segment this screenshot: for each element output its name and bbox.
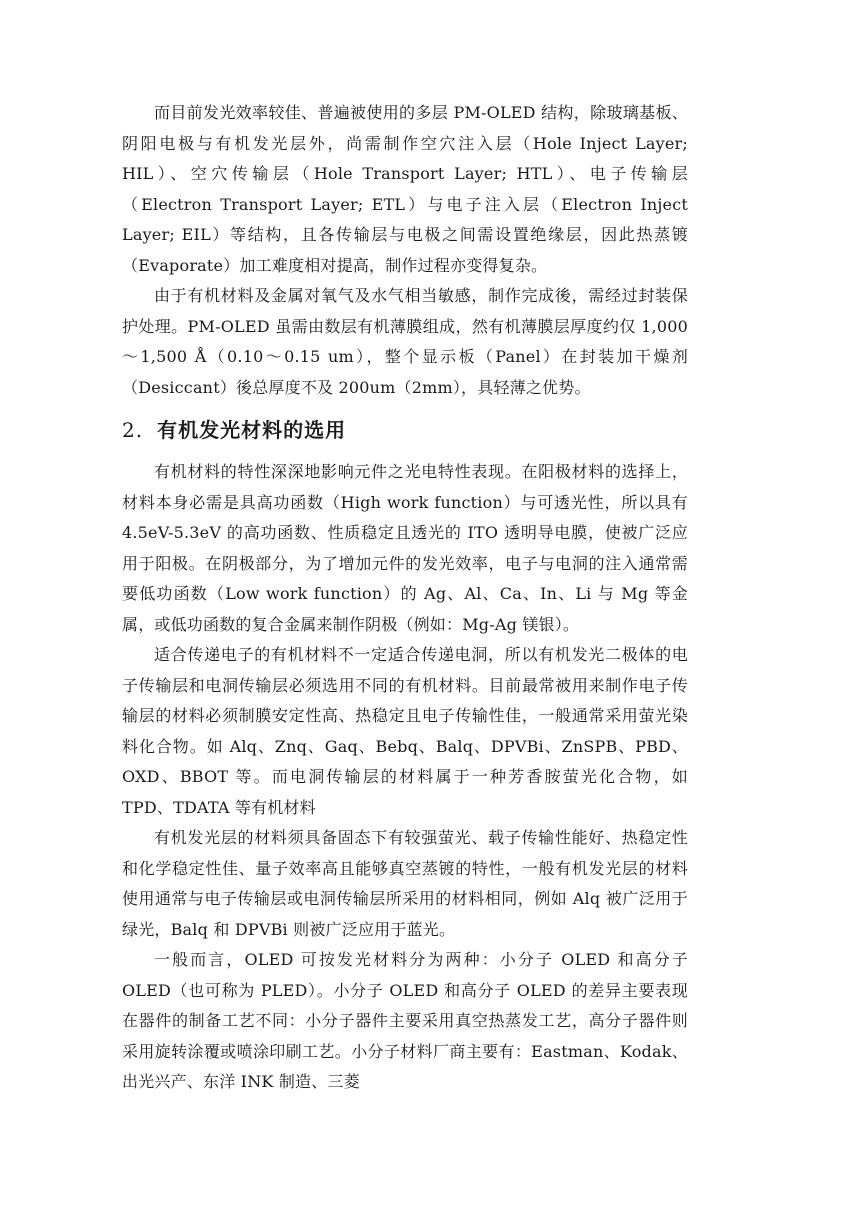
section-title: 有机发光材料的选用 — [157, 418, 347, 442]
paragraph-multilayer-structure: 而目前发光效率较佳、普遍被使用的多层 PM-OLED 结构，除玻璃基板、阴阳电极与有机发光层外，尚需制作空穴注入层（Hole Inject Layer; HIL）、空穴传输层（Hole Transport Layer; HTL）、电子传输层（Electron Transport Layer; ETL）与电子注入层（Electron Inject Layer; EIL）等结构，且各传输层与电极之间需设置绝缘层，因此热蒸镀（Evaporate）加工难度相对提高，制作过程亦变得复杂。 — [122, 103, 688, 275]
section-number: 2. — [122, 418, 144, 442]
document-page — [122, 98, 688, 1098]
section-heading — [122, 413, 688, 447]
paragraph-transport-layers: 适合传递电子的有机材料不一定适合传递电洞，所以有机发光二极体的电子传输层和电洞传输层必须选用不同的有机材料。目前最常被用来制作电子传输层的材料必须制膜安定性高、热稳定且电子传输性佳，一般通常采用萤光染料化合物。如 Alq、Znq、Gaq、Bebq、Balq、DPVBi、ZnSPB、PBD、OXD、BBOT 等。而电洞传输层的材料属于一种芳香胺萤光化合物，如 TPD、TDATA 等有机材料 — [122, 645, 688, 817]
paragraph-electrode-materials: 有机材料的特性深深地影响元件之光电特性表现。在阳极材料的选择上，材料本身必需是具高功函数（High work function）与可透光性，所以具有 4.5eV-5.3eV 的高功函数、性质稳定且透光的 ITO 透明导电膜，使被广泛应用于阳极。在阴极部分，为了增加元件的发光效率，电子与电洞的注入通常需要低功函数（Low work function）的 Ag、Al、Ca、In、Li 与 Mg 等金属，或低功函数的复合金属来制作阴极（例如：Mg-Ag 镁银）。 — [122, 462, 688, 634]
paragraph-encapsulation: 由于有机材料及金属对氧气及水气相当敏感，制作完成後，需经过封装保护处理。PM-OLED 虽需由数层有机薄膜组成，然有机薄膜层厚度约仅 1,000～1,500 Å（0.10～0.15 um），整个显示板（Panel）在封装加干燥剂（Desiccant）後总厚度不及 200um（2mm），具轻薄之优势。 — [122, 286, 688, 397]
paragraph-emissive-layer: 有机发光层的材料须具备固态下有较强萤光、载子传输性能好、热稳定性和化学稳定性佳、量子效率高且能够真空蒸镀的特性，一般有机发光层的材料使用通常与电子传输层或电洞传输层所采用的材料相同，例如 Alq 被广泛用于绿光，Balq 和 DPVBi 则被广泛应用于蓝光。 — [122, 828, 688, 939]
paragraph-small-vs-polymer: 一般而言，OLED 可按发光材料分为两种：小分子 OLED 和高分子 OLED（也可称为 PLED）。小分子 OLED 和高分子 OLED 的差异主要表现在器件的制备工艺不同：小分子器件主要采用真空热蒸发工艺，高分子器件则采用旋转涂覆或喷涂印刷工艺。小分子材料厂商主要有：Eastman、Kodak、出光兴产、东洋 INK 制造、三菱 — [122, 950, 688, 1091]
